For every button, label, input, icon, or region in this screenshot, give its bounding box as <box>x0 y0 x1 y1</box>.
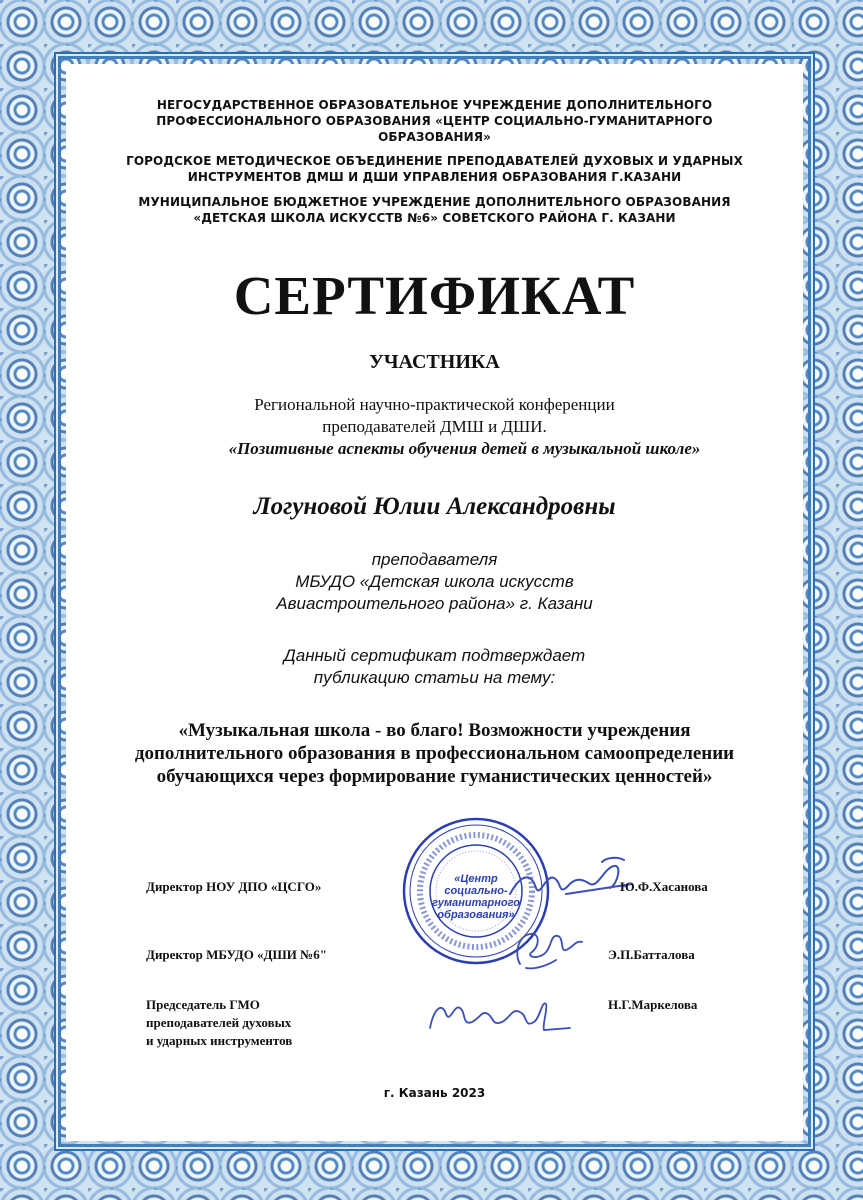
signatory-2-role: Директор МБУДО «ДШИ №6" <box>146 947 327 962</box>
organization-1-header: НЕГОСУДАРСТВЕННОЕ ОБРАЗОВАТЕЛЬНОЕ УЧРЕЖДЕНИЕ ДОПОЛНИТЕЛЬНОГО ПРОФЕССИОНАЛЬНОГО ОБРАЗОВАНИЯ «ЦЕНТР СОЦИАЛЬНО-ГУМАНИТАРНОГО ОБРАЗОВАНИЯ» <box>156 98 713 144</box>
organization-3-header: МУНИЦИПАЛЬНОЕ БЮДЖЕТНОЕ УЧРЕЖДЕНИЕ ДОПОЛНИТЕЛЬНОГО ОБРАЗОВАНИЯ «ДЕТСКАЯ ШКОЛА ИСКУССТВ №6» СОВЕТСКОГО РАЙОНА Г. КАЗАНИ <box>138 195 731 225</box>
signature-markelova-icon <box>424 994 574 1039</box>
certificate-title: СЕРТИФИКАТ <box>233 265 636 326</box>
signatory-3-role: Председатель ГМО преподавателей духовых и ударных инструментов <box>146 997 293 1048</box>
certificate-subtitle: УЧАСТНИКА <box>369 351 500 373</box>
organization-2-header: ГОРОДСКОЕ МЕТОДИЧЕСКОЕ ОБЪЕДИНЕНИЕ ПРЕПОДАВАТЕЛЕЙ ДУХОВЫХ И УДАРНЫХ ИНСТРУМЕНТОВ ДМШ И ДШИ УПРАВЛЕНИЯ ОБРАЗОВАНИЯ Г.КАЗАНИ <box>126 154 743 184</box>
conference-description: Региональной научно-практической конференции преподавателей ДМШ и ДШИ. «Позитивные аспекты обучения детей в музыкальной школе» <box>66 394 803 460</box>
conference-title: «Позитивные аспекты обучения детей в музыкальной школе» <box>228 439 701 458</box>
signatory-2-name: Э.П.Батталова <box>608 947 695 962</box>
signatory-3-name: Н.Г.Маркелова <box>608 997 698 1012</box>
recipient-name: Логуновой Юлии Александровны <box>253 493 616 520</box>
signatory-1-name: Ю.Ф.Хасанова <box>620 879 708 894</box>
recipient-position: преподавателя МБУДО «Детская школа искусств Авиастроительного района» г. Казани <box>276 550 593 613</box>
confirmation-text: Данный сертификат подтверждает публикацию статьи на тему: <box>283 646 586 687</box>
signature-battalova-icon <box>506 924 586 974</box>
signatory-1-role: Директор НОУ ДПО «ЦСГО» <box>146 879 322 894</box>
stamp-center-text: «Центр социально- гуманитарного образования» <box>432 873 520 921</box>
signature-khasanova-icon <box>506 854 636 909</box>
article-topic: «Музыкальная школа - во благо! Возможности учреждения дополнительного образования в профессиональном самоопределении обучающихся через формирование гуманистических ценностей» <box>134 720 735 787</box>
certificate-body <box>66 64 803 1141</box>
place-and-year: г. Казань 2023 <box>383 1086 486 1100</box>
